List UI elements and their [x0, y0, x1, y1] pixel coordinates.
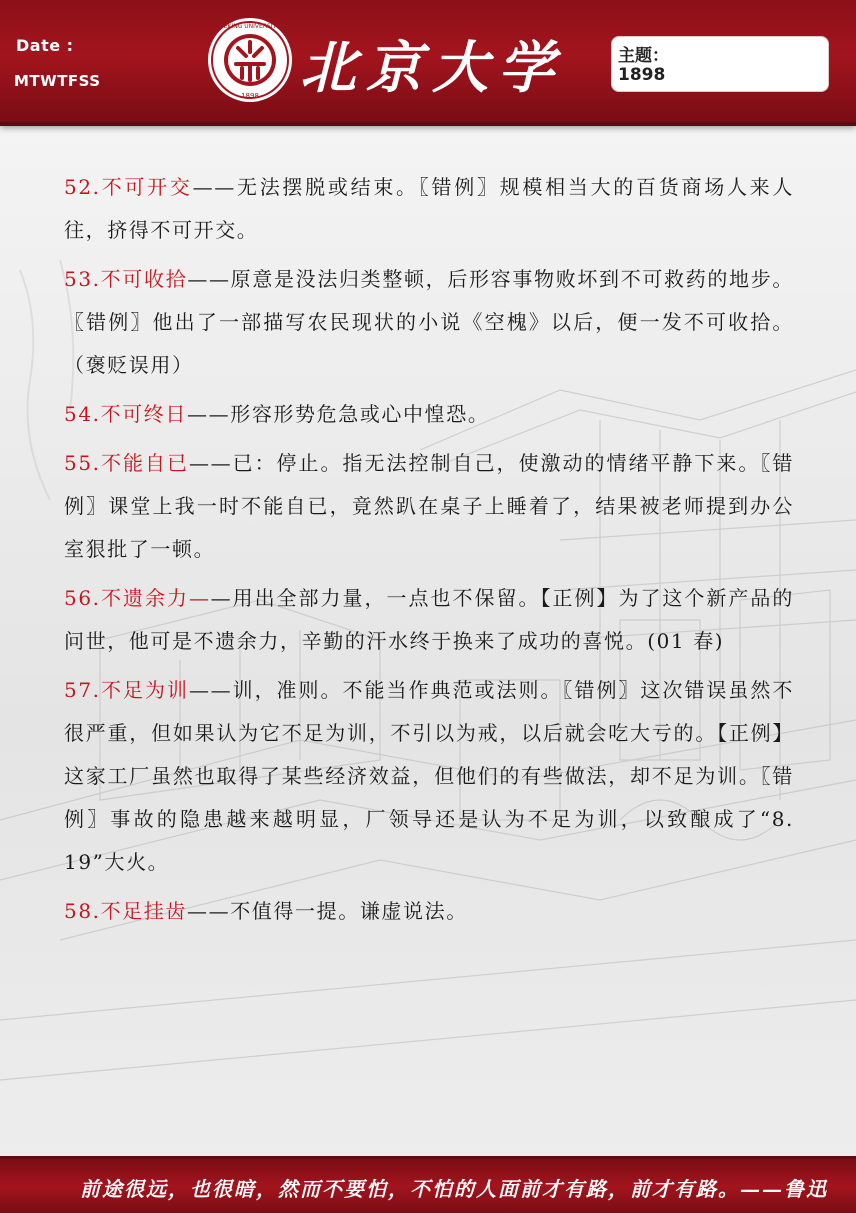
list-item	[64, 890, 794, 933]
entry-number: 56.	[64, 586, 101, 610]
weekday-label: MTWTFSS	[14, 72, 101, 90]
footer-band	[0, 1156, 856, 1213]
seal-text-top: PEKING UNIVERSITY	[220, 23, 280, 30]
entry-number: 58.	[64, 899, 101, 923]
university-name-calligraphy: 北京大学	[300, 35, 564, 101]
idiom-term: 不可终日	[100, 402, 188, 426]
idiom-explanation: ——原意是没法归类整顿，后形容事物败坏到不可救药的地步。〖错例〗他出了一部描写农民现状的小说《空槐》以后，便一发不可收拾。（褒贬误用）	[64, 267, 794, 377]
list-item	[64, 442, 794, 571]
seal-text-bottom: 1898	[241, 92, 259, 100]
idiom-explanation: ——无法摆脱或结束。〖错例〗规模相当大的百货商场人来人往，挤得不可开交。	[64, 175, 794, 242]
idiom-term: 不足为训	[100, 678, 189, 702]
entry-number: 57.	[64, 678, 101, 702]
idiom-explanation: —用出全部力量，一点也不保留。【正例】为了这个新产品的问世，他可是不遗余力，辛勤的汗水终于换来了成功的喜悦。(01 春)	[64, 586, 794, 653]
topic-label: 主题：	[618, 46, 669, 66]
idiom-term: 不遗余力—	[100, 586, 211, 610]
list-item	[64, 393, 794, 436]
list-item	[64, 258, 794, 387]
idiom-explanation: ——已：停止。指无法控制自己，使激动的情绪平静下来。〖错例〗课堂上我一时不能自已，竟然趴在桌子上睡着了，结果被老师提到办公室狠批了一顿。	[64, 451, 794, 561]
idiom-term: 不可收拾	[100, 267, 188, 291]
date-label: Date :	[16, 36, 74, 55]
idiom-explanation: ——不值得一提。谦虚说法。	[187, 899, 468, 923]
topic-box	[611, 36, 829, 92]
header-band	[0, 0, 856, 126]
idiom-list	[64, 166, 794, 939]
idiom-term: 不可开交	[100, 175, 193, 199]
list-item	[64, 577, 794, 663]
entry-number: 52.	[64, 175, 101, 199]
entry-number: 54.	[64, 402, 101, 426]
footer-quote: 前途很远，也很暗，然而不要怕，不怕的人面前才有路，前才有路。——鲁迅	[80, 1177, 828, 1201]
topic-value: 1898	[618, 65, 666, 85]
list-item	[64, 166, 794, 252]
entry-number: 53.	[64, 267, 101, 291]
university-seal-logo	[206, 16, 294, 104]
entry-number: 55.	[64, 451, 101, 475]
idiom-term: 不能自已	[100, 451, 189, 475]
list-item	[64, 669, 794, 884]
idiom-term: 不足挂齿	[100, 899, 188, 923]
idiom-explanation: ——形容形势危急或心中惶恐。	[187, 402, 490, 426]
idiom-explanation: ——训，准则。不能当作典范或法则。〖错例〗这次错误虽然不很严重，但如果认为它不足为训，不引以为戒，以后就会吃大亏的。【正例】这家工厂虽然也取得了某些经济效益，但他们的有些做法，却不足为训。〖错例〗事故的隐患越来越明显，厂领导还是认为不足为训，以致酿成了“8. 19”大火。	[64, 678, 794, 874]
